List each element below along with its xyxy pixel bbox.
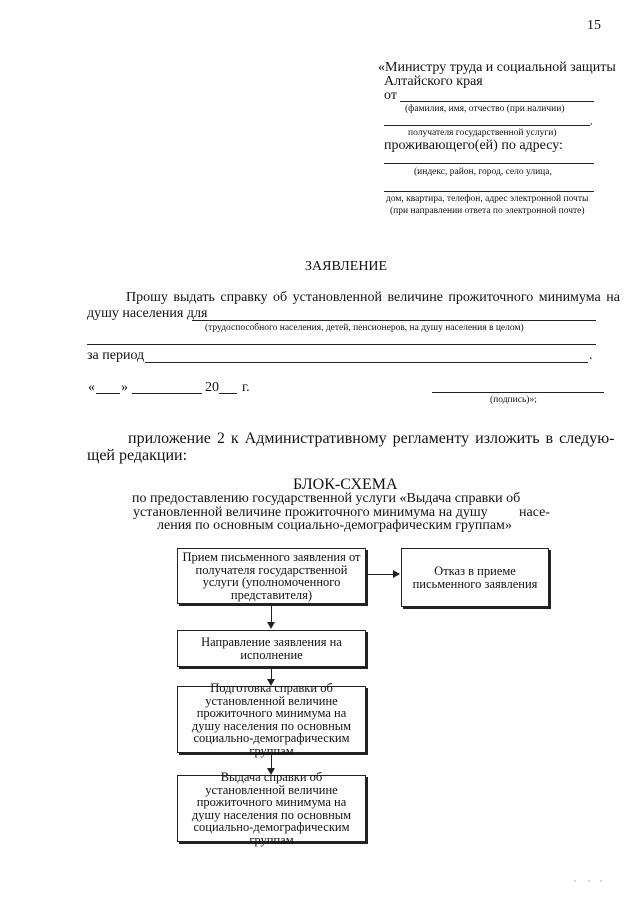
address-field-line-2[interactable] xyxy=(384,191,594,192)
date-year-prefix: 20 xyxy=(205,380,219,395)
box-issue-certificate-text: Выдача справки об установленной величине прожиточного минимума на душу населения по основным социально-демографическим группам xyxy=(191,770,352,847)
statement-body-line1: Прошу выдать справку об установленной величине прожиточного минимума на xyxy=(126,290,620,305)
date-year-field[interactable] xyxy=(219,393,237,394)
period-field-line[interactable] xyxy=(145,362,588,363)
fio-field-line-2[interactable] xyxy=(384,125,590,126)
from-label: от xyxy=(384,88,397,103)
box-receive-application-text: Прием письменного заявления от получателя государственной услуги (уполномоченного представителя) xyxy=(182,550,361,602)
block-scheme-subtitle-line2-tail: насе- xyxy=(519,505,550,520)
period-end: . xyxy=(589,348,593,363)
box-receive-application xyxy=(177,548,366,604)
scan-speck xyxy=(588,880,590,882)
period-label: за период xyxy=(87,348,145,363)
connector-box3-to-box4 xyxy=(271,667,272,679)
block-scheme-subtitle-line3: ления по основным социально-демографическим группам» xyxy=(157,518,512,533)
date-suffix: г. xyxy=(242,380,250,395)
arrow-right-to-refusal xyxy=(393,570,400,578)
signature-field-line[interactable] xyxy=(432,392,604,393)
date-open-quote: « xyxy=(88,380,95,395)
addressee-line1: «Министру труда и социальной защиты xyxy=(378,60,616,75)
appendix-text-line2: щей редакции: xyxy=(87,447,188,464)
block-scheme-title: БЛОК-СХЕМА xyxy=(293,476,398,493)
addressee-line2: Алтайского края xyxy=(384,74,483,89)
date-day-field[interactable] xyxy=(96,393,120,394)
scan-speck xyxy=(600,880,602,882)
category-field-line[interactable] xyxy=(192,320,596,321)
signature-hint: (подпись)»; xyxy=(490,395,537,405)
connector-box1-to-box2 xyxy=(366,574,393,575)
fio-comma: , xyxy=(590,117,593,127)
block-scheme-subtitle-line1: по предоставлению государственной услуги «Выдача справки об xyxy=(132,491,521,506)
appendix-text-line1: приложение 2 к Административному регламенту изложить в следую- xyxy=(128,430,615,447)
date-month-field[interactable] xyxy=(132,393,202,394)
statement-body-line2: душу населения для xyxy=(87,306,208,321)
page-number: 15 xyxy=(587,18,601,33)
arrow-down-to-preparation xyxy=(267,679,275,686)
statement-title: ЗАЯВЛЕНИЕ xyxy=(305,259,388,274)
category-field-line-2[interactable] xyxy=(87,344,596,345)
box-prepare-certificate xyxy=(177,681,366,758)
box-refuse-application-text: Отказ в приеме письменного заявления xyxy=(412,564,538,591)
box-send-for-execution-text: Направление заявления на исполнение xyxy=(201,635,342,662)
category-hint: (трудоспособного населения, детей, пенсионеров, на душу населения в целом) xyxy=(205,323,524,333)
block-scheme-subtitle-line2: установленной величине прожиточного минимума на душу xyxy=(133,505,488,520)
arrow-down-to-execution xyxy=(267,622,275,629)
recipient-hint: получателя государственной услуги) xyxy=(408,128,557,138)
arrow-down-to-issue xyxy=(267,768,275,775)
connector-box1-to-box3 xyxy=(271,604,272,622)
address-field-line-1[interactable] xyxy=(384,163,594,164)
fio-field-line[interactable] xyxy=(400,101,594,102)
box-issue-certificate xyxy=(177,770,366,847)
date-close-quote: » xyxy=(121,380,128,395)
box-send-for-execution xyxy=(177,630,366,667)
box-refuse-application xyxy=(401,548,549,607)
connector-box4-to-box5 xyxy=(271,753,272,768)
scan-speck xyxy=(574,880,576,882)
address-hint-2: дом, квартира, телефон, адрес электронной почты xyxy=(386,194,589,204)
residing-label: проживающего(ей) по адресу: xyxy=(384,138,563,153)
box-prepare-certificate-text: Подготовка справки об установленной величине прожиточного минимума на душу населения по основным социально-демографическим группам xyxy=(191,681,352,758)
address-hint-1: (индекс, район, город, село улица, xyxy=(414,167,552,177)
address-hint-3: (при направлении ответа по электронной почте) xyxy=(390,206,585,216)
fio-hint: (фамилия, имя, отчество (при наличии) xyxy=(405,104,565,114)
